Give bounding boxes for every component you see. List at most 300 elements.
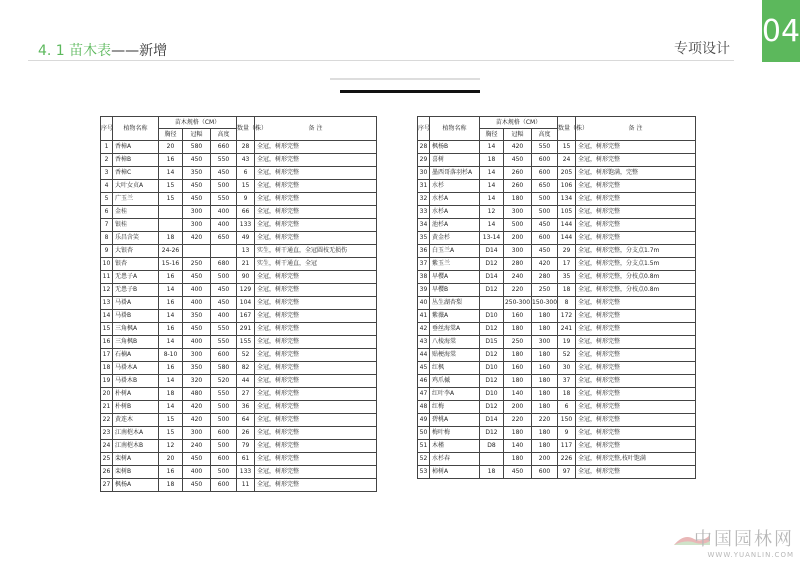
row-seq: 36	[418, 245, 430, 258]
height: 600	[532, 167, 558, 180]
dbh: 14	[159, 336, 183, 349]
plant-name: 香樟A	[113, 141, 159, 154]
row-seq: 40	[418, 297, 430, 310]
col-name: 植物名称	[113, 117, 159, 141]
col-name: 植物名称	[430, 117, 480, 141]
dbh: 12	[159, 440, 183, 453]
height: 600	[211, 427, 237, 440]
section-label: 专项设计	[674, 41, 730, 57]
plant-name: 朴树A	[113, 388, 159, 401]
row-seq: 11	[101, 271, 113, 284]
dbh: 14	[480, 193, 504, 206]
dbh: 16	[159, 466, 183, 479]
height: 420	[532, 258, 558, 271]
note: 全冠，树形完整	[576, 362, 696, 375]
row-seq: 13	[101, 297, 113, 310]
quantity: 15	[237, 180, 255, 193]
col-note: 备 注	[576, 117, 696, 141]
row-seq: 7	[101, 219, 113, 232]
plant-name: 江南桤木A	[113, 427, 159, 440]
table-row	[101, 388, 377, 401]
row-seq: 14	[101, 310, 113, 323]
crown: 450	[183, 271, 211, 284]
row-seq: 49	[418, 414, 430, 427]
crown: 140	[504, 388, 532, 401]
crown: 480	[183, 388, 211, 401]
table-row	[101, 349, 377, 362]
note: 全冠，树形完整	[576, 336, 696, 349]
plant-name: 金桂	[113, 206, 159, 219]
table-row	[101, 336, 377, 349]
note: 全冠，树形完整	[255, 414, 377, 427]
plant-name: 白玉兰A	[430, 245, 480, 258]
crown: 450	[183, 453, 211, 466]
note: 全冠，树形完整	[576, 323, 696, 336]
height: 550	[211, 388, 237, 401]
note: 全冠，树形完整	[255, 362, 377, 375]
crown: 300	[183, 219, 211, 232]
note: 全冠，树形完整	[255, 388, 377, 401]
dbh: 14	[159, 375, 183, 388]
col-dbh: 胸径	[480, 129, 504, 141]
col-seq: 序号	[101, 117, 113, 141]
quantity: 79	[237, 440, 255, 453]
crown: 160	[504, 362, 532, 375]
table-row	[418, 219, 696, 232]
height: 180	[532, 388, 558, 401]
crown: 450	[183, 180, 211, 193]
quantity: 133	[237, 466, 255, 479]
title-keyword: 苗木表	[69, 43, 112, 59]
quantity: 18	[558, 284, 576, 297]
row-seq: 30	[418, 167, 430, 180]
table-row	[418, 401, 696, 414]
crown: 180	[504, 193, 532, 206]
dbh: 8-10	[159, 349, 183, 362]
row-seq: 17	[101, 349, 113, 362]
scan-line-light	[330, 78, 480, 80]
height: 280	[532, 271, 558, 284]
dbh: 14	[159, 310, 183, 323]
dbh: D14	[480, 271, 504, 284]
crown: 240	[183, 440, 211, 453]
row-seq: 6	[101, 206, 113, 219]
table-row	[101, 258, 377, 271]
table-row	[101, 310, 377, 323]
dbh: D14	[480, 414, 504, 427]
height: 180	[532, 323, 558, 336]
row-seq: 39	[418, 284, 430, 297]
title-dash: ——	[111, 43, 140, 59]
table-row	[418, 141, 696, 154]
note: 全冠，树形完整	[576, 154, 696, 167]
dbh: 15	[159, 414, 183, 427]
height: 180	[532, 401, 558, 414]
row-seq: 12	[101, 284, 113, 297]
quantity: 13	[237, 245, 255, 258]
dbh: 14	[159, 167, 183, 180]
note: 全冠，树形完整	[255, 479, 377, 492]
watermark-url: WWW.YUANLIN.COM	[707, 551, 794, 559]
crown: 350	[183, 362, 211, 375]
quantity: 291	[237, 323, 255, 336]
note: 全冠，树形完整	[576, 440, 696, 453]
dbh: D12	[480, 427, 504, 440]
dbh: 16	[159, 154, 183, 167]
crown: 320	[183, 375, 211, 388]
dbh: 15-16	[159, 258, 183, 271]
note: 全冠，树形完整	[576, 466, 696, 479]
row-seq: 41	[418, 310, 430, 323]
height: 550	[211, 193, 237, 206]
dbh: D10	[480, 388, 504, 401]
crown: 180	[504, 323, 532, 336]
row-seq: 3	[101, 167, 113, 180]
plant-name: 无患子A	[113, 271, 159, 284]
note: 全冠，树形完整，分枝点0.8m	[576, 271, 696, 284]
row-seq: 8	[101, 232, 113, 245]
crown: 400	[183, 284, 211, 297]
plant-name: 江南桤木B	[113, 440, 159, 453]
height: 500	[532, 193, 558, 206]
plant-name: 紫玉兰	[430, 258, 480, 271]
table-row	[418, 323, 696, 336]
quantity: 52	[237, 349, 255, 362]
height: 550	[211, 323, 237, 336]
row-seq: 44	[418, 349, 430, 362]
table-row	[101, 284, 377, 297]
plant-name: 早樱B	[430, 284, 480, 297]
crown: 180	[504, 349, 532, 362]
crown: 450	[183, 154, 211, 167]
dbh: D12	[480, 258, 504, 271]
table-row	[418, 154, 696, 167]
quantity: 27	[237, 388, 255, 401]
note: 实生，树干通直，全冠圆枝无损伤	[255, 245, 377, 258]
height: 160	[532, 362, 558, 375]
table-row	[418, 310, 696, 323]
crown: 300	[183, 206, 211, 219]
note: 全冠，树形完整	[255, 440, 377, 453]
plant-name: 水杉A	[430, 193, 480, 206]
table-row	[101, 245, 377, 258]
note: 全冠，树形完整	[576, 349, 696, 362]
quantity: 11	[237, 479, 255, 492]
quantity: 24	[558, 154, 576, 167]
plant-name: 水杉春	[430, 453, 480, 466]
row-seq: 35	[418, 232, 430, 245]
crown: 400	[183, 466, 211, 479]
row-seq: 28	[418, 141, 430, 154]
table-row	[418, 440, 696, 453]
quantity: 36	[237, 401, 255, 414]
note: 全冠，树形完整，分支点1.5m	[576, 258, 696, 271]
col-qty: 数量（株）	[558, 117, 576, 141]
row-seq: 18	[101, 362, 113, 375]
quantity: 117	[558, 440, 576, 453]
quantity: 97	[558, 466, 576, 479]
scan-artifact	[330, 72, 490, 96]
table-row	[101, 414, 377, 427]
dbh: D8	[480, 440, 504, 453]
title-suffix: 新增	[139, 43, 168, 59]
plant-name: 栾树B	[113, 466, 159, 479]
note: 全冠，树形完整	[255, 193, 377, 206]
table-row	[418, 245, 696, 258]
crown: 350	[183, 310, 211, 323]
dbh: 18	[159, 232, 183, 245]
crown: 180	[504, 427, 532, 440]
dbh: 18	[159, 388, 183, 401]
note: 全冠，树形完整	[576, 414, 696, 427]
row-seq: 10	[101, 258, 113, 271]
row-seq: 37	[418, 258, 430, 271]
plant-name: 栾树A	[113, 453, 159, 466]
col-note: 备 注	[255, 117, 377, 141]
height: 180	[532, 349, 558, 362]
plant-table-left	[100, 116, 377, 492]
height: 500	[211, 466, 237, 479]
plant-name: 三角枫A	[113, 323, 159, 336]
row-seq: 32	[418, 193, 430, 206]
plant-name: 墨西哥落羽杉A	[430, 167, 480, 180]
crown: 200	[504, 232, 532, 245]
plant-name: 大银杏	[113, 245, 159, 258]
note: 全冠，树形完整	[576, 375, 696, 388]
table-row	[101, 323, 377, 336]
note: 全冠，树形完整	[576, 310, 696, 323]
table-row	[101, 206, 377, 219]
plant-name: 红枫	[430, 362, 480, 375]
table-row	[418, 258, 696, 271]
crown: 200	[504, 401, 532, 414]
dbh: 16	[159, 323, 183, 336]
height: 180	[532, 427, 558, 440]
crown: 420	[504, 141, 532, 154]
crown: 240	[504, 271, 532, 284]
crown: 140	[504, 440, 532, 453]
quantity: 226	[558, 453, 576, 466]
note: 全冠，树形完整	[576, 401, 696, 414]
dbh: D12	[480, 284, 504, 297]
quantity: 9	[237, 193, 255, 206]
watermark	[694, 525, 794, 559]
table-row	[101, 154, 377, 167]
dbh: 12	[480, 206, 504, 219]
row-seq: 34	[418, 219, 430, 232]
note: 全冠，树形完整,枝叶饱满	[576, 453, 696, 466]
row-seq: 19	[101, 375, 113, 388]
note: 全冠，树形完整	[255, 401, 377, 414]
quantity: 150	[558, 414, 576, 427]
plant-name: 朴树B	[113, 401, 159, 414]
dbh: 20	[159, 141, 183, 154]
crown	[183, 245, 211, 258]
crown: 350	[183, 167, 211, 180]
crown: 420	[183, 401, 211, 414]
dbh: 14	[480, 141, 504, 154]
note: 实生，树干通直，全冠	[255, 258, 377, 271]
row-seq: 53	[418, 466, 430, 479]
row-seq: 21	[101, 401, 113, 414]
plant-name: 无患子B	[113, 284, 159, 297]
table-row	[418, 271, 696, 284]
dbh: D14	[480, 245, 504, 258]
row-seq: 1	[101, 141, 113, 154]
table-row	[101, 466, 377, 479]
quantity: 35	[558, 271, 576, 284]
height: 220	[532, 414, 558, 427]
quantity: 105	[558, 206, 576, 219]
plant-name: 大叶女贞A	[113, 180, 159, 193]
crown: 300	[504, 206, 532, 219]
height: 660	[211, 141, 237, 154]
dbh: D12	[480, 323, 504, 336]
plant-name: 鸡爪槭	[430, 375, 480, 388]
height: 400	[211, 206, 237, 219]
note: 全冠，树形完整	[576, 141, 696, 154]
plant-name: 木槿	[430, 440, 480, 453]
dbh: 18	[480, 154, 504, 167]
note: 全冠，树形完整，分支点1.7m	[576, 245, 696, 258]
row-seq: 50	[418, 427, 430, 440]
crown: 450	[183, 323, 211, 336]
height: 580	[211, 362, 237, 375]
quantity: 129	[237, 284, 255, 297]
note: 全冠，树形完整	[255, 323, 377, 336]
crown: 580	[183, 141, 211, 154]
quantity: 82	[237, 362, 255, 375]
dbh: 15	[159, 180, 183, 193]
dbh: 16	[159, 362, 183, 375]
quantity: 66	[237, 206, 255, 219]
dbh: 18	[480, 466, 504, 479]
note: 全冠，树形完整	[255, 271, 377, 284]
height: 600	[211, 453, 237, 466]
height: 500	[211, 180, 237, 193]
height: 500	[211, 271, 237, 284]
quantity: 172	[558, 310, 576, 323]
quantity: 21	[237, 258, 255, 271]
plant-name: 黄连木	[113, 414, 159, 427]
note: 全冠，树形完整	[576, 219, 696, 232]
crown: 160	[504, 310, 532, 323]
quantity: 49	[237, 232, 255, 245]
height: 550	[211, 336, 237, 349]
height: 400	[211, 219, 237, 232]
row-seq: 45	[418, 362, 430, 375]
note: 全冠，树形完整	[576, 388, 696, 401]
note: 全冠，树形完整	[255, 336, 377, 349]
plant-name: 红梅	[430, 401, 480, 414]
chapter-tab: 04	[762, 0, 800, 62]
quantity: 28	[237, 141, 255, 154]
quantity: 61	[237, 453, 255, 466]
plant-name: 石楠A	[113, 349, 159, 362]
note: 全冠，树形完整	[255, 141, 377, 154]
height: 680	[211, 258, 237, 271]
dbh	[480, 297, 504, 310]
note: 全冠，树形完整	[255, 349, 377, 362]
col-seq: 序号	[418, 117, 430, 141]
height: 650	[532, 180, 558, 193]
height: 500	[532, 206, 558, 219]
quantity: 167	[237, 310, 255, 323]
plant-name: 丛生湖杏梨	[430, 297, 480, 310]
plant-name: 银桂	[113, 219, 159, 232]
note: 全冠，树形完整，分枝点0.8m	[576, 284, 696, 297]
col-dbh: 胸径	[159, 129, 183, 141]
table-row	[101, 427, 377, 440]
col-crown: 冠幅	[504, 129, 532, 141]
table-row	[101, 219, 377, 232]
col-spec: 苗木规格（CM）	[159, 117, 237, 129]
note: 全冠，树形完整	[255, 206, 377, 219]
row-seq: 46	[418, 375, 430, 388]
crown: 250	[183, 258, 211, 271]
height: 650	[211, 232, 237, 245]
note: 全冠，树形完整	[255, 167, 377, 180]
quantity: 17	[558, 258, 576, 271]
row-seq: 4	[101, 180, 113, 193]
note: 全冠，树形完整	[255, 466, 377, 479]
height: 500	[211, 440, 237, 453]
table-row	[418, 375, 696, 388]
dbh: 16	[159, 297, 183, 310]
height: 600	[211, 349, 237, 362]
plant-name: 香樟C	[113, 167, 159, 180]
plant-name: 八棱海棠	[430, 336, 480, 349]
table-row	[101, 193, 377, 206]
crown: 500	[504, 219, 532, 232]
table-row	[418, 453, 696, 466]
table-row	[101, 297, 377, 310]
plant-name: 碧桃A	[430, 414, 480, 427]
quantity: 133	[237, 219, 255, 232]
note: 全冠，树形完整	[255, 453, 377, 466]
quantity: 144	[558, 232, 576, 245]
quantity: 52	[558, 349, 576, 362]
quantity: 155	[237, 336, 255, 349]
quantity: 18	[558, 388, 576, 401]
height: 180	[532, 440, 558, 453]
col-height: 高度	[211, 129, 237, 141]
crown: 300	[504, 245, 532, 258]
dbh: 15	[159, 427, 183, 440]
height: 500	[211, 401, 237, 414]
quantity: 6	[558, 401, 576, 414]
table-row	[101, 440, 377, 453]
crown: 450	[183, 479, 211, 492]
table-row	[418, 427, 696, 440]
height: 150-300	[532, 297, 558, 310]
table-row	[418, 284, 696, 297]
dbh	[480, 453, 504, 466]
row-seq: 42	[418, 323, 430, 336]
table-row	[418, 206, 696, 219]
quantity: 19	[558, 336, 576, 349]
row-seq: 52	[418, 453, 430, 466]
dbh: D10	[480, 362, 504, 375]
crown: 300	[183, 349, 211, 362]
table-row	[418, 180, 696, 193]
crown: 280	[504, 258, 532, 271]
note: 全冠，树形完整	[576, 180, 696, 193]
note: 全冠，树形完整	[255, 284, 377, 297]
quantity: 15	[558, 141, 576, 154]
table-row	[101, 375, 377, 388]
note: 全冠，树形完整	[255, 219, 377, 232]
